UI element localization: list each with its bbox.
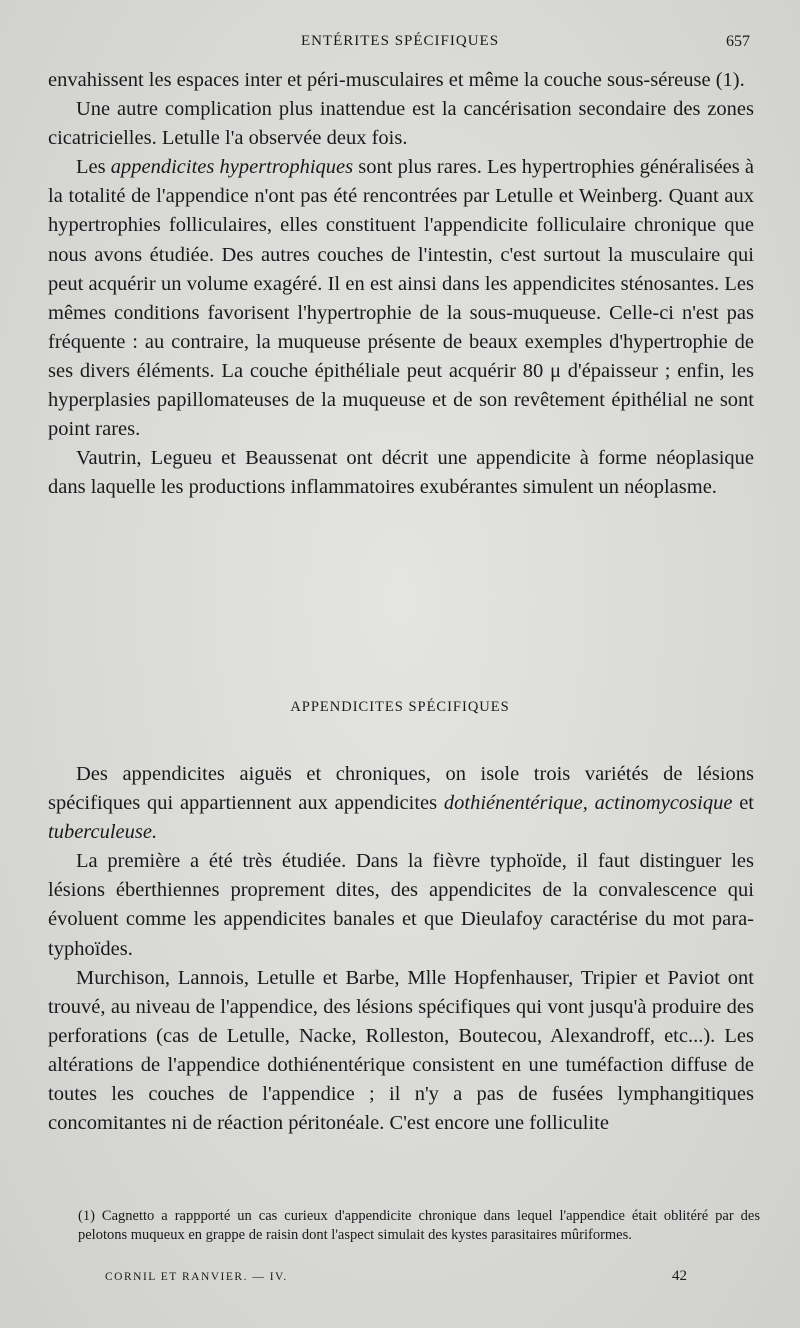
signature-mark: 42 (672, 1268, 687, 1284)
paragraph-cancerisation: Une autre complication plus inattendue est la cancérisation secondaire des zones cicatricielles. Letulle l'a observée deux fois. (48, 98, 754, 150)
body-text-top (48, 66, 754, 502)
text-run: Les (76, 156, 111, 179)
text-run: sont plus rares. Les hypertrophies généralisées à la totalité de l'appendice n'ont pas été rencontrées par Letulle et Weinberg. Quant aux hypertrophies folliculaires, elles constituent l'appendicite folliculaire chronique que nous avons étudiée. Des autres couches de l'intestin, c'est surtout la musculaire qui peut acquérir un volume exagéré. Il en est ainsi dans les appendicites sténosantes. Les mêmes conditions favorisent l'hypertrophie de la sous-muqueuse. Celle-ci n'est pas fréquente : au contraire, la muqueuse présente de beaux exemples d'hypertrophie de ses divers éléments. La couche épithéliale peut acquérir 80 μ d'épaisseur ; enfin, les hyperplasies papillomateuses de la muqueuse et de son revêtement épithélial ne sont point rares. (48, 156, 754, 441)
running-head (0, 33, 800, 57)
paragraph-varietes (48, 760, 754, 847)
printer-signature: CORNIL ET RANVIER. — IV. (105, 1271, 288, 1283)
footnote-text: (1) Cagnetto a rappporté un cas curieux d'appendicite chronique dans lequel l'appendice était oblitéré par des pelotons muqueux en grappe de raisin dont l'aspect simulait des kystes parasitaires mûriformes. (78, 1208, 760, 1243)
paragraph-continuation: envahissent les espaces inter et péri-musculaires et même la couche sous-séreuse (1). (48, 69, 745, 91)
text-run: Des appendicites aiguës et chroniques, on isole trois variétés de lésions spécifiques qui appartiennent aux appendicites (48, 763, 754, 815)
body-text-bottom (48, 760, 754, 1138)
page-number: 657 (726, 33, 750, 50)
paragraph-murchison: Murchison, Lannois, Letulle et Barbe, Mlle Hopfenhauser, Tripier et Paviot ont trouvé, au niveau de l'appendice, des lésions spécifiques qui vont jusqu'à produire des perforations (cas de Letulle, Nacke, Rolleston, Boutecou, Alexandroff, etc...). Les altérations de l'appendice dothiénentérique consistent en une tuméfaction diffuse de toutes les couches de l'appendice ; il n'y a pas de fusées lymphangitiques concomitantes ni de réaction péritonéale. C'est encore une folliculite (48, 966, 754, 1135)
section-heading: APPENDICITES SPÉCIFIQUES (290, 699, 510, 715)
footnote (78, 1207, 760, 1245)
running-head-title: ENTÉRITES SPÉCIFIQUES (300, 33, 500, 49)
paragraph-premiere: La première a été très étudiée. Dans la fièvre typhoïde, il faut distinguer les lésions éberthiennes proprement dites, des appendicites de la convalescence qui évoluent comme les appendicites banales et que Dieulafoy caractérise du mot para-typhoïdes. (48, 850, 754, 960)
text-run: et (732, 792, 754, 815)
paragraph-vautrin: Vautrin, Legueu et Beaussenat ont décrit une appendicite à forme néoplasique dans laquelle les productions inflammatoires exubérantes simulent un néoplasme. (48, 447, 754, 499)
italic-term: dothiénentérique, actinomycosique (443, 792, 733, 815)
italic-term: tuberculeuse. (48, 821, 158, 844)
italic-term: appendicites hypertrophiques (110, 156, 354, 179)
paragraph-hypertrophiques (48, 153, 754, 444)
